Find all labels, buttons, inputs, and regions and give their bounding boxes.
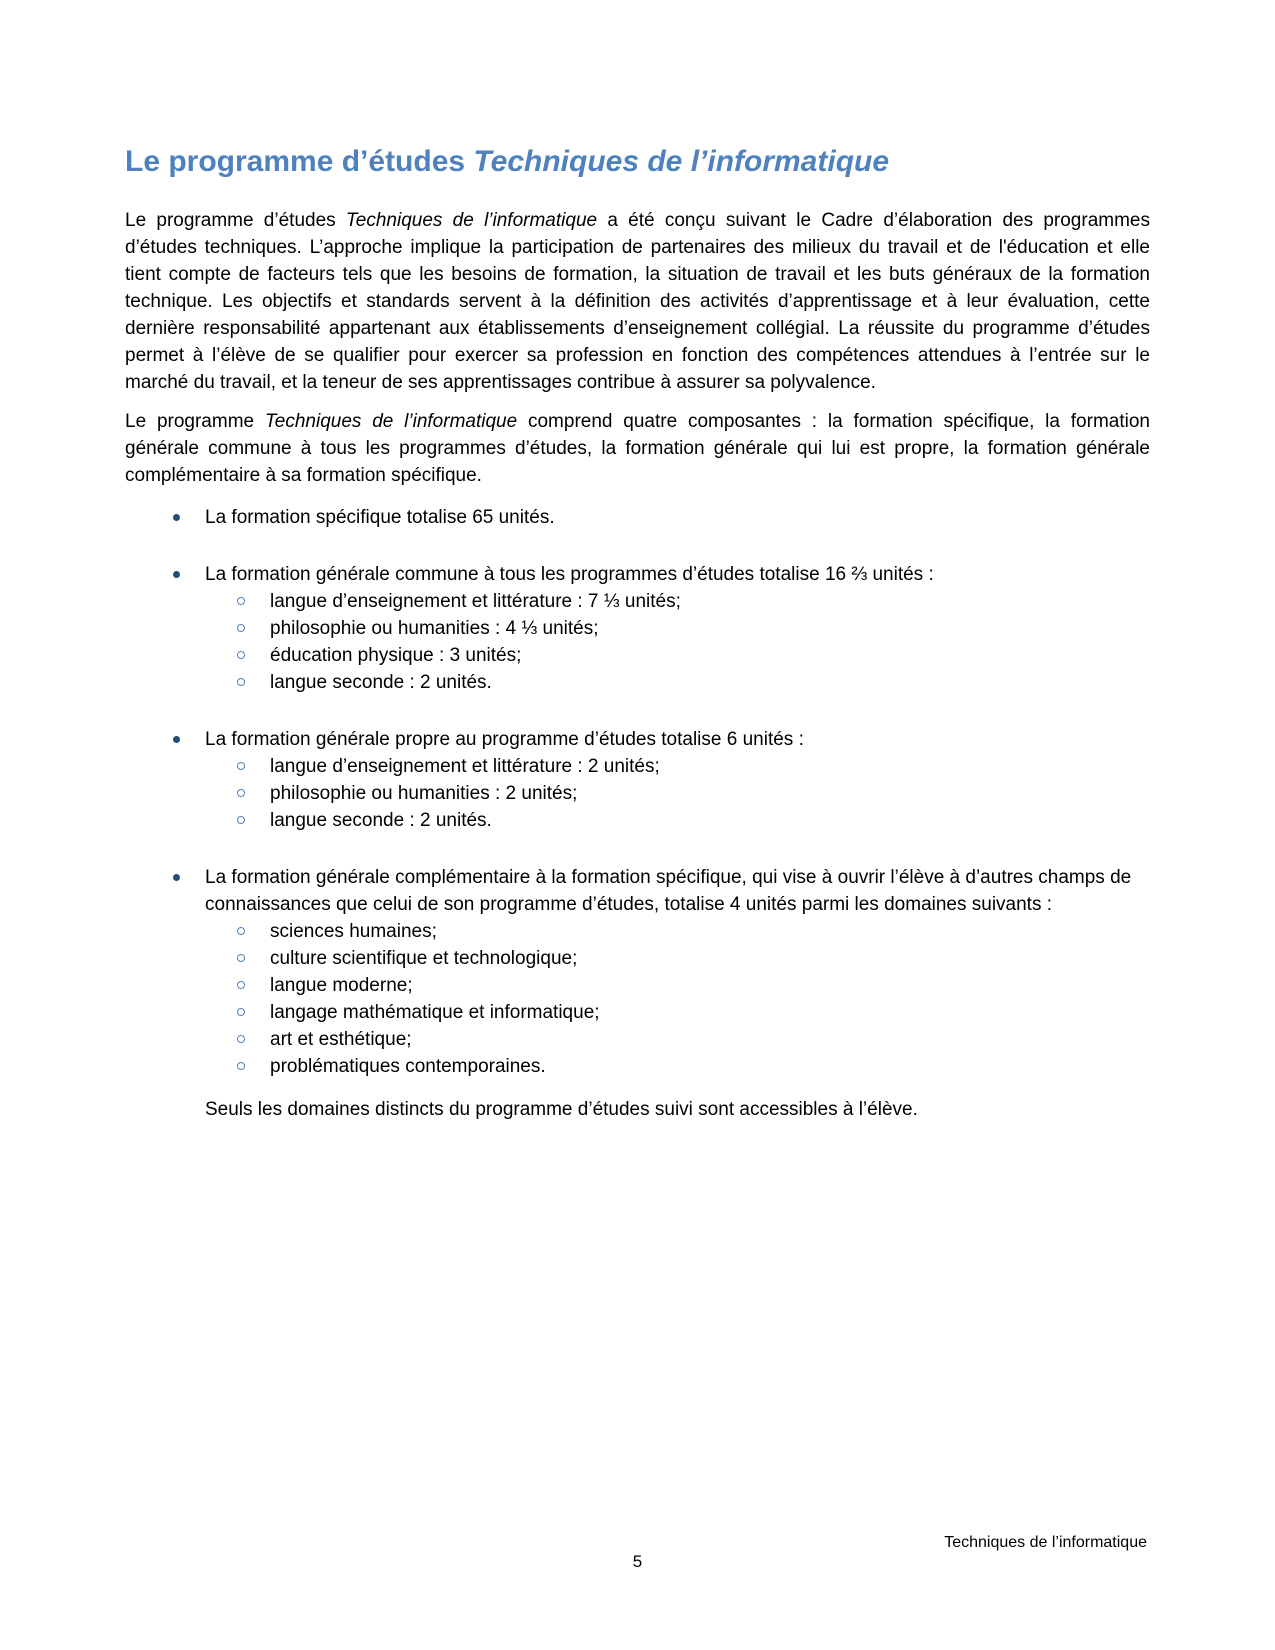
footer-page-number: 5 <box>632 1552 643 1571</box>
sub-bullet-text: culture scientifique et technologique; <box>270 948 578 969</box>
sub-bullet-item <box>125 999 1150 1026</box>
bullet-item <box>125 726 1150 753</box>
bullet-group <box>125 504 1150 531</box>
sub-bullet-text: éducation physique : 3 unités; <box>270 645 522 666</box>
sub-bullet-text: problématiques contemporaines. <box>270 1056 546 1077</box>
bullet-item <box>125 864 1150 918</box>
page-title-emphasis: Techniques de l’informatique <box>473 145 890 178</box>
components-suffix: comprend quatre composantes : la formation spécifique, la formation générale commune à tous les programmes d’études, la formation générale qui lui est propre, la formation générale complémentaire à sa formation spécifique. <box>125 411 1150 486</box>
intro-paragraph <box>125 207 1150 396</box>
intro-emphasis: Techniques de l’informatique <box>345 210 598 231</box>
closing-paragraph: Seuls les domaines distincts du programme d’études suivi sont accessibles à l’élève. <box>205 1099 918 1120</box>
intro-prefix: Le programme d’études <box>125 210 346 231</box>
sub-bullet-text: langue seconde : 2 unités. <box>270 810 492 831</box>
circle-bullet-icon <box>237 762 245 770</box>
circle-bullet-icon <box>237 624 245 632</box>
sub-bullet-item <box>125 642 1150 669</box>
bullet-dot-icon <box>173 571 180 578</box>
sub-bullet-text: art et esthétique; <box>270 1029 412 1050</box>
sub-bullet-item <box>125 807 1150 834</box>
sub-bullet-item <box>125 615 1150 642</box>
sub-bullet-marker <box>237 1026 270 1053</box>
sub-bullet-text: philosophie ou humanities : 2 unités; <box>270 783 578 804</box>
sub-bullet-item <box>125 588 1150 615</box>
sub-bullet-marker <box>237 669 270 696</box>
circle-bullet-icon <box>237 954 245 962</box>
sub-bullet-marker <box>237 753 270 780</box>
sub-bullet-text: langue seconde : 2 unités. <box>270 672 492 693</box>
footer-running-title: Techniques de l’informatique <box>944 1534 1147 1551</box>
sub-bullet-marker <box>237 1053 270 1080</box>
bullet-dot-icon <box>173 736 180 743</box>
sub-bullet-marker <box>237 588 270 615</box>
sub-bullet-marker <box>237 780 270 807</box>
bullet-group <box>125 561 1150 696</box>
sub-bullet-item <box>125 780 1150 807</box>
bullet-list <box>125 504 1150 1080</box>
bullet-text: La formation spécifique totalise 65 unités. <box>205 507 555 528</box>
sub-bullet-marker <box>237 972 270 999</box>
sub-bullet-item <box>125 669 1150 696</box>
sub-bullet-text: sciences humaines; <box>270 921 437 942</box>
circle-bullet-icon <box>237 678 245 686</box>
page-title <box>125 143 1150 181</box>
circle-bullet-icon <box>237 597 245 605</box>
sub-bullet-marker <box>237 918 270 945</box>
circle-bullet-icon <box>237 1008 245 1016</box>
bullet-marker <box>173 561 205 588</box>
sub-bullet-item <box>125 1026 1150 1053</box>
sub-bullet-text: langage mathématique et informatique; <box>270 1002 600 1023</box>
page-title-prefix: Le programme d’études <box>125 145 474 178</box>
bullet-marker <box>173 864 205 918</box>
circle-bullet-icon <box>237 1062 245 1070</box>
bullet-marker <box>173 504 205 531</box>
circle-bullet-icon <box>237 816 245 824</box>
bullet-dot-icon <box>173 874 180 881</box>
circle-bullet-icon <box>237 927 245 935</box>
bullet-text: La formation générale propre au programme d’études totalise 6 unités : <box>205 729 804 750</box>
sub-bullet-item <box>125 945 1150 972</box>
sub-bullet-marker <box>237 999 270 1026</box>
sub-bullet-marker <box>237 807 270 834</box>
bullet-group <box>125 864 1150 1080</box>
sub-bullet-marker <box>237 642 270 669</box>
sub-bullet-item <box>125 1053 1150 1080</box>
page-content <box>125 143 1150 1123</box>
circle-bullet-icon <box>237 789 245 797</box>
sub-bullet-item <box>125 753 1150 780</box>
bullet-dot-icon <box>173 514 180 521</box>
sub-bullet-text: langue d’enseignement et littérature : 7 ⅓ unités; <box>270 591 681 612</box>
components-emphasis: Techniques de l’informatique <box>264 411 518 432</box>
sub-bullet-marker <box>237 945 270 972</box>
intro-suffix: a été conçu suivant le Cadre d’élaboration des programmes d’études techniques. L’approche implique la participation de partenaires des milieux du travail et de l'éducation et elle tient compte de facteurs tels que les besoins de formation, la situation de travail et les buts généraux de la formation technique. Les objectifs et standards servent à la définition des activités d’apprentissage et à leur évaluation, cette dernière responsabilité appartenant aux établissements d’enseignement collégial. La réussite du programme d’études permet à l’élève de se qualifier pour exercer sa profession en fonction des compétences attendues à l’entrée sur le marché du travail, et la teneur de ses apprentissages contribue à assurer sa polyvalence. <box>125 210 1150 393</box>
bullet-text: La formation générale complémentaire à la formation spécifique, qui vise à ouvrir l’élève à d’autres champs de connaissances que celui de son programme d’études, totalise 4 unités parmi les domaines suivants : <box>205 867 1132 915</box>
sub-bullet-text: langue moderne; <box>270 975 413 996</box>
bullet-group <box>125 726 1150 834</box>
sub-bullet-item <box>125 972 1150 999</box>
components-paragraph <box>125 408 1150 489</box>
bullet-marker <box>173 726 205 753</box>
sub-bullet-item <box>125 918 1150 945</box>
components-prefix: Le programme <box>125 411 265 432</box>
sub-bullet-marker <box>237 615 270 642</box>
bullet-text: La formation générale commune à tous les programmes d’études totalise 16 ⅔ unités : <box>205 564 934 585</box>
sub-bullet-text: langue d’enseignement et littérature : 2 unités; <box>270 756 660 777</box>
sub-bullet-text: philosophie ou humanities : 4 ⅓ unités; <box>270 618 599 639</box>
circle-bullet-icon <box>237 651 245 659</box>
bullet-item <box>125 561 1150 588</box>
circle-bullet-icon <box>237 1035 245 1043</box>
bullet-item <box>125 504 1150 531</box>
circle-bullet-icon <box>237 981 245 989</box>
